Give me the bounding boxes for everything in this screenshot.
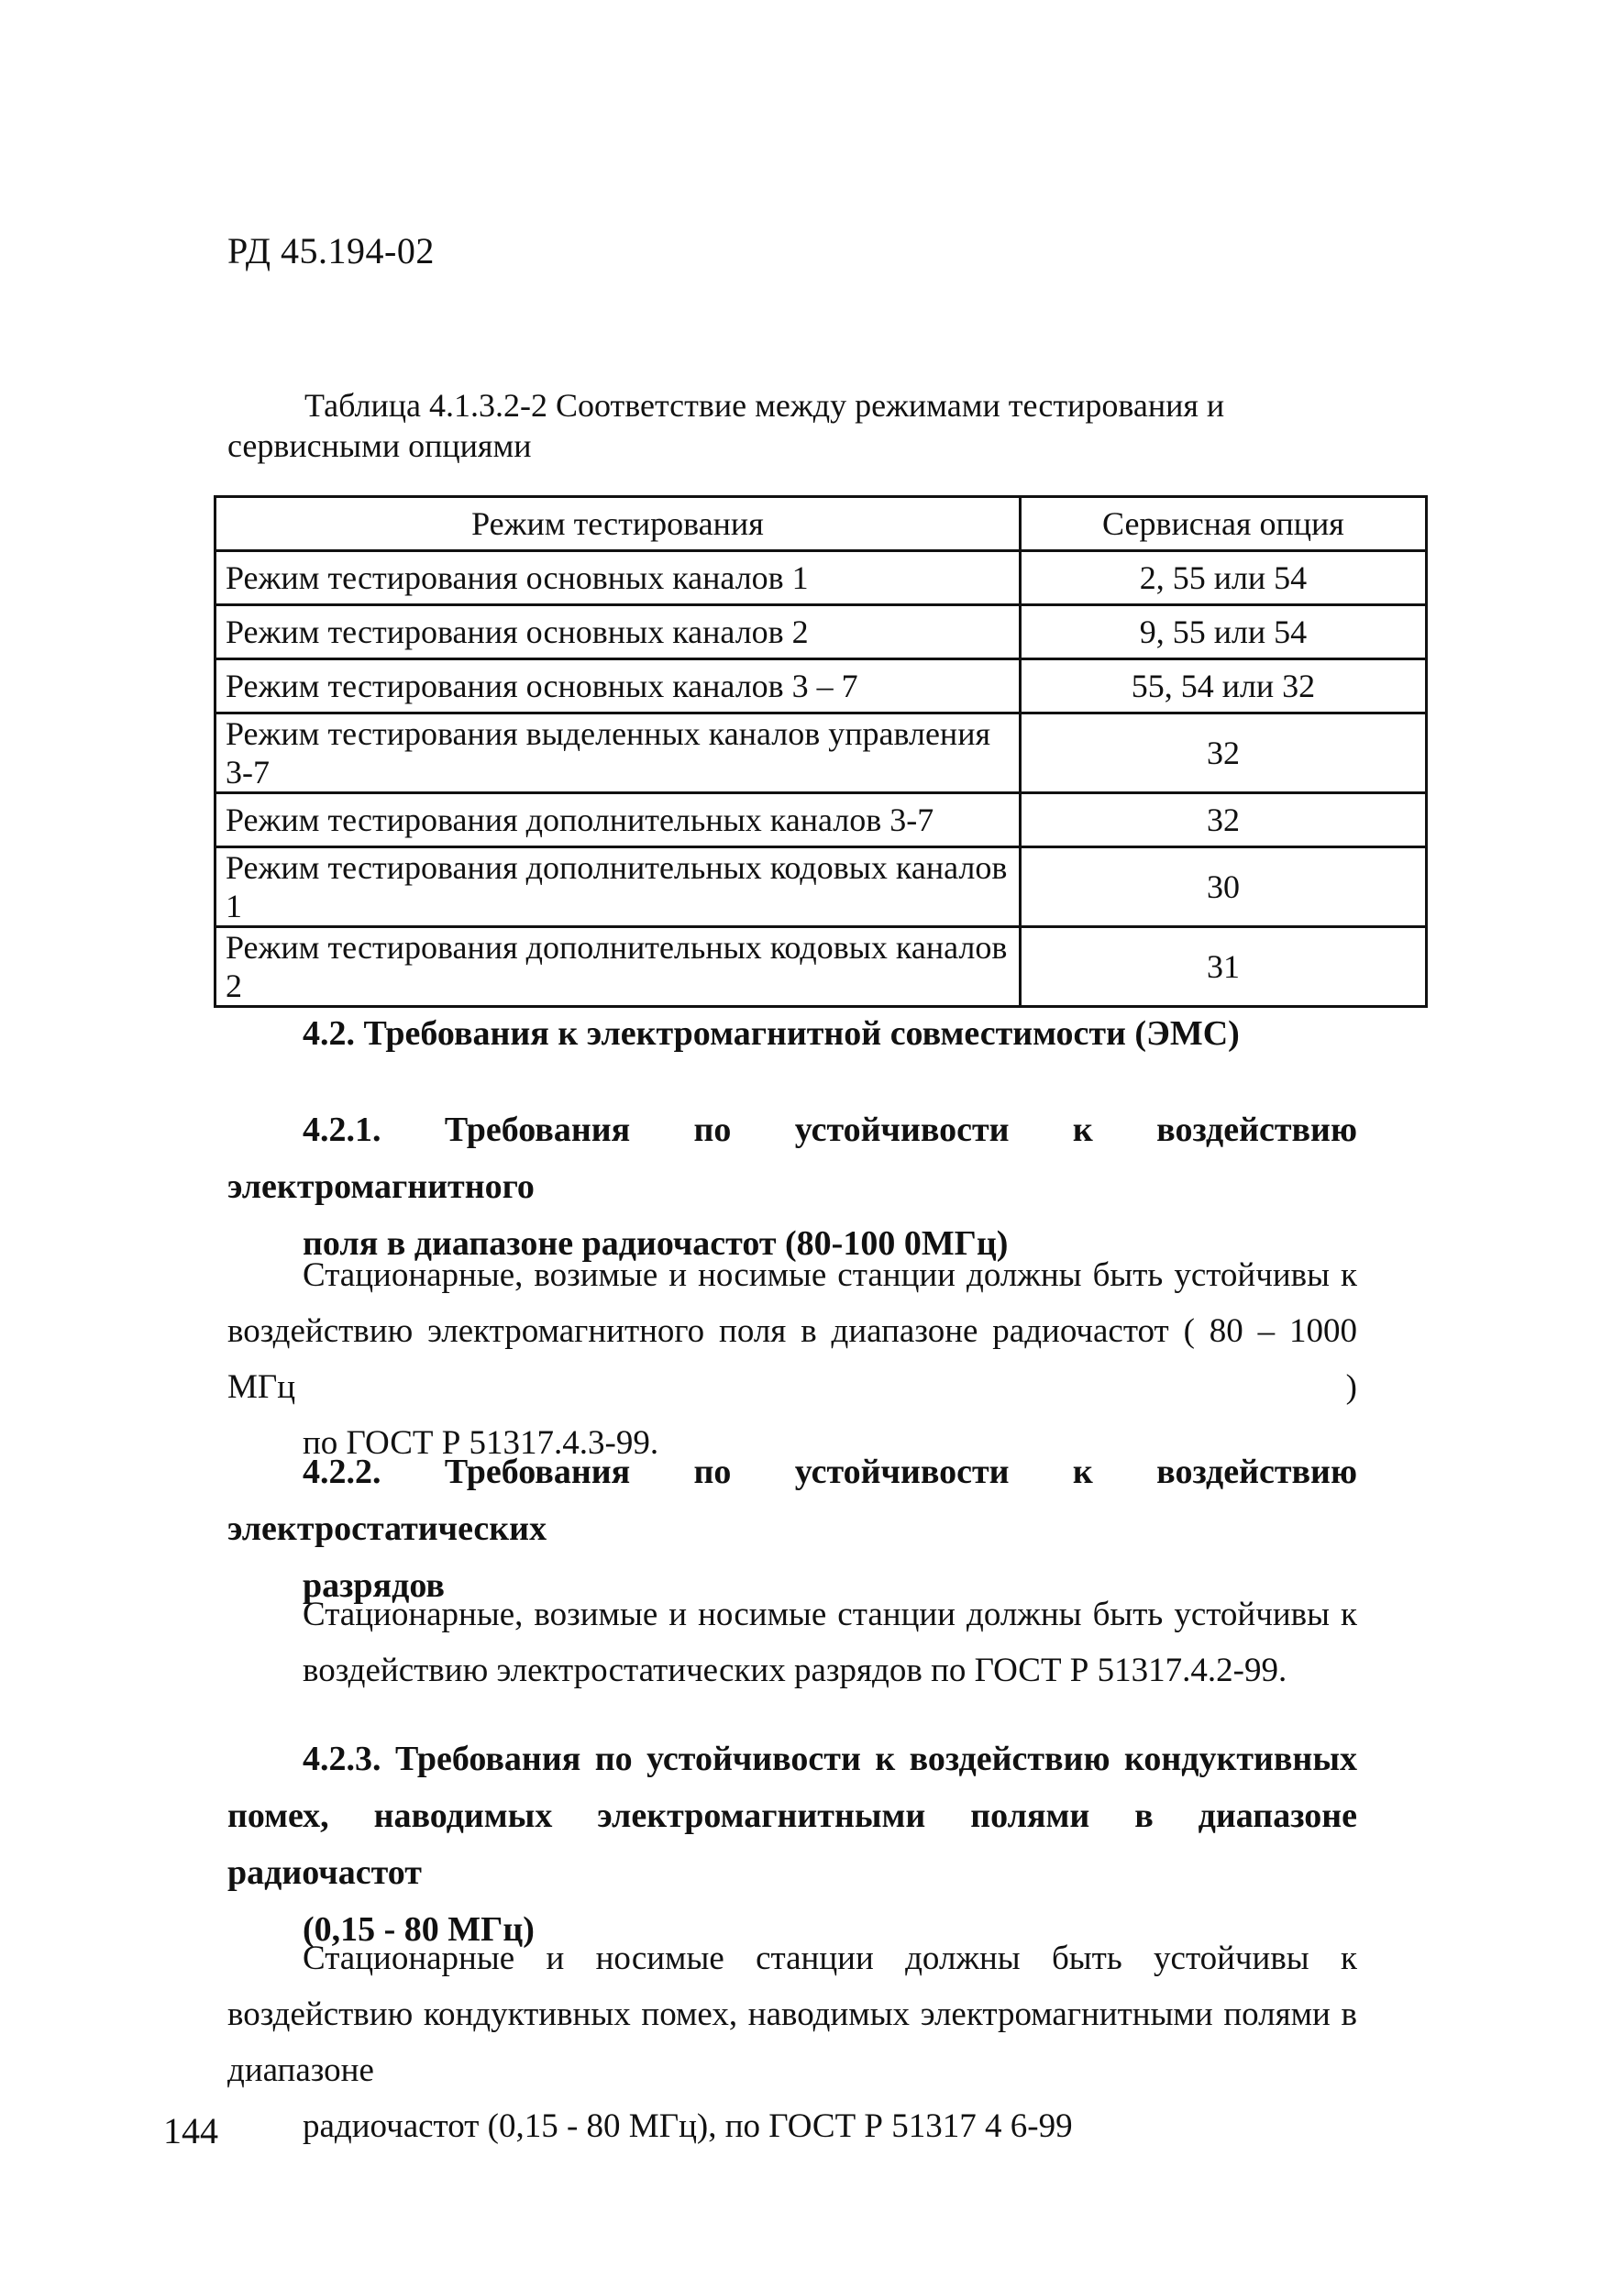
text-line: Стационарные, возимые и носимые станции должны быть устойчивы к: [303, 1596, 1357, 1633]
mode-cell: Режим тестирования выделенных каналов управления 3-7: [215, 713, 1021, 793]
section-text-4-2-2: [227, 1587, 1357, 1698]
text-line: Стационарные и носимые станции должны быть устойчивы к воздействию: [227, 1940, 1357, 2033]
page-number: 144: [163, 2110, 218, 2151]
table-row: [215, 847, 1427, 927]
section-text-4-2-3: [227, 1930, 1357, 2154]
text-line: радиочастот (0,15 - 80 МГц), по ГОСТ Р 51317 4 6-99: [303, 2107, 1073, 2145]
option-cell: 55, 54 или 32: [1020, 659, 1426, 713]
heading-line: 4.2.3. Требования по устойчивости к воздействию кондуктивных помех,: [227, 1740, 1357, 1835]
heading-line: 4.2.1. Требования по устойчивости к воздействию электромагнитного: [227, 1111, 1357, 1206]
table-row: [215, 605, 1427, 659]
option-cell: 32: [1020, 713, 1426, 793]
table-row: [215, 713, 1427, 793]
table-row: [215, 793, 1427, 847]
column-header-option: Сервисная опция: [1020, 497, 1426, 551]
mode-cell: Режим тестирования основных каналов 3 – 7: [215, 659, 1021, 713]
option-cell: 9, 55 или 54: [1020, 605, 1426, 659]
mode-cell: Режим тестирования дополнительных каналов 3-7: [215, 793, 1021, 847]
section-heading-4-2: 4.2. Требования к электромагнитной совместимости (ЭМС): [303, 1014, 1240, 1053]
table-header-row: [215, 497, 1427, 551]
mode-cell: Режим тестирования дополнительных кодовых каналов 2: [215, 927, 1021, 1007]
table-caption: Таблица 4.1.3.2-2 Соответствие между режимами тестирования и сервисными опциями: [227, 387, 1225, 464]
text-line: Стационарные, возимые и носимые станции должны быть устойчивы к: [303, 1256, 1357, 1294]
document-code: РД 45.194-02: [227, 230, 435, 271]
text-line: кондуктивных помех, наводимых электромагнитными полями в диапазоне: [227, 1996, 1358, 2089]
table-row: [215, 927, 1427, 1007]
mode-cell: Режим тестирования дополнительных кодовых каналов 1: [215, 847, 1021, 927]
mode-cell: Режим тестирования основных каналов 2: [215, 605, 1021, 659]
column-header-mode: Режим тестирования: [215, 497, 1021, 551]
mode-cell: Режим тестирования основных каналов 1: [215, 551, 1021, 605]
section-heading-4-2-3: [227, 1731, 1357, 1958]
heading-line: (0,15 - 80 МГц): [303, 1910, 535, 1949]
heading-line: разрядов: [303, 1566, 445, 1605]
text-line: воздействию электростатических разрядов по ГОСТ Р 51317.4.2-99.: [303, 1652, 1287, 1689]
table-row: [215, 659, 1427, 713]
option-cell: 31: [1020, 927, 1426, 1007]
text-line: воздействию электромагнитного поля в диапазоне радиочастот ( 80 – 1000 МГц ): [227, 1312, 1357, 1406]
heading-line: наводимых электромагнитными полями в диапазоне радиочастот: [227, 1797, 1358, 1892]
heading-line: 4.2.2. Требования по устойчивости к воздействию электростатических: [227, 1453, 1357, 1548]
service-option-table: [214, 495, 1428, 1008]
heading-line: поля в диапазоне радиочастот (80-100 0МГц): [303, 1224, 1009, 1263]
section-text-4-2-1: [227, 1247, 1357, 1471]
table-row: [215, 551, 1427, 605]
text-line: по ГОСТ Р 51317.4.3-99.: [303, 1424, 659, 1462]
option-cell: 30: [1020, 847, 1426, 927]
option-cell: 2, 55 или 54: [1020, 551, 1426, 605]
option-cell: 32: [1020, 793, 1426, 847]
